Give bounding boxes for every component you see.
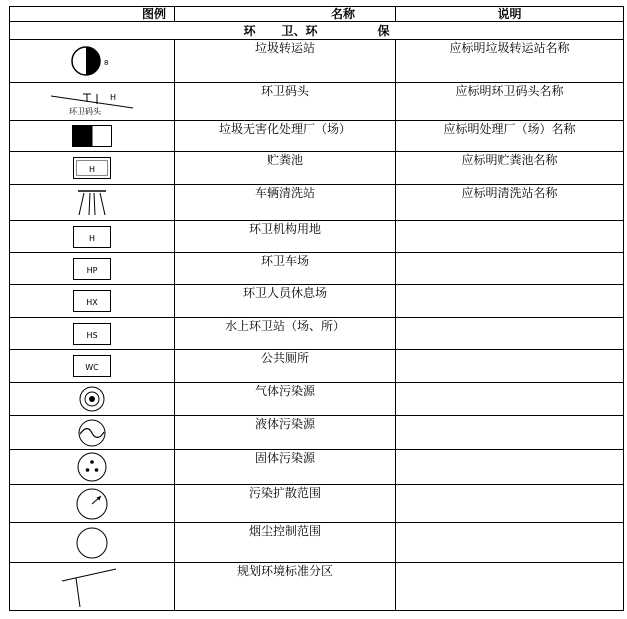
row-name: 水上环卫站（场、所） bbox=[175, 318, 396, 350]
half-filled-rectangle-icon bbox=[70, 123, 114, 149]
box-hx-icon bbox=[70, 288, 114, 314]
symbol-cell bbox=[10, 185, 175, 221]
table-row bbox=[10, 450, 624, 485]
symbol-text: HX bbox=[86, 298, 98, 307]
symbol-cell bbox=[10, 121, 175, 152]
row-name: 环卫码头 bbox=[175, 83, 396, 121]
liquid-pollution-icon bbox=[72, 417, 112, 449]
row-name: 垃圾无害化处理厂（场） bbox=[175, 121, 396, 152]
row-description bbox=[396, 318, 624, 350]
row-name: 环卫车场 bbox=[175, 253, 396, 285]
symbol-text: HS bbox=[86, 330, 98, 340]
environment-zone-icon bbox=[52, 565, 132, 609]
septic-tank-icon bbox=[70, 154, 114, 182]
symbol-cell bbox=[10, 485, 175, 523]
table-row bbox=[10, 253, 624, 285]
header-legend: 图例 bbox=[10, 7, 175, 22]
symbol-cell bbox=[10, 40, 175, 83]
row-name: 车辆清洗站 bbox=[175, 185, 396, 221]
table-row bbox=[10, 285, 624, 318]
symbol-cell bbox=[10, 152, 175, 185]
symbol-cell bbox=[10, 318, 175, 350]
sanitation-dock-icon bbox=[47, 86, 137, 118]
row-description bbox=[396, 285, 624, 318]
row-name: 规划环境标准分区 bbox=[175, 563, 396, 611]
header-description: 说明 bbox=[396, 7, 624, 22]
symbol-cell bbox=[10, 221, 175, 253]
symbol-text: 8 bbox=[104, 59, 109, 67]
row-name: 液体污染源 bbox=[175, 416, 396, 450]
row-description bbox=[396, 350, 624, 383]
row-description bbox=[396, 563, 624, 611]
box-hs-icon bbox=[70, 321, 114, 347]
section-part1: 环 bbox=[243, 23, 256, 38]
table-row bbox=[10, 121, 624, 152]
symbol-text: HP bbox=[86, 265, 98, 275]
header-row bbox=[10, 7, 624, 22]
symbol-cell bbox=[10, 416, 175, 450]
symbol-cell bbox=[10, 563, 175, 611]
row-description bbox=[396, 221, 624, 253]
section-part3: 保 bbox=[377, 23, 390, 38]
symbol-text: WC bbox=[85, 363, 99, 372]
table-row bbox=[10, 416, 624, 450]
symbol-cell bbox=[10, 83, 175, 121]
row-name: 烟尘控制范围 bbox=[175, 523, 396, 563]
row-description bbox=[396, 383, 624, 416]
row-name: 污染扩散范围 bbox=[175, 485, 396, 523]
row-description: 应标明处理厂（场）名称 bbox=[396, 121, 624, 152]
symbol-cell bbox=[10, 450, 175, 485]
symbol-cell bbox=[10, 253, 175, 285]
box-wc-icon bbox=[70, 353, 114, 379]
legend-table bbox=[9, 6, 624, 611]
row-description bbox=[396, 416, 624, 450]
half-filled-circle-icon bbox=[62, 42, 122, 80]
box-hp-icon bbox=[70, 256, 114, 282]
symbol-text: H bbox=[88, 233, 96, 243]
box-h-icon bbox=[70, 224, 114, 250]
table-row bbox=[10, 523, 624, 563]
row-name: 环卫机构用地 bbox=[175, 221, 396, 253]
solid-pollution-icon bbox=[72, 451, 112, 483]
row-description bbox=[396, 523, 624, 563]
symbol-text: H bbox=[110, 92, 117, 102]
row-description bbox=[396, 253, 624, 285]
symbol-cell bbox=[10, 383, 175, 416]
table-row bbox=[10, 40, 624, 83]
table-row bbox=[10, 485, 624, 523]
symbol-cell bbox=[10, 285, 175, 318]
row-name: 垃圾转运站 bbox=[175, 40, 396, 83]
symbol-text: H bbox=[89, 165, 96, 174]
symbol-cell bbox=[10, 350, 175, 383]
row-name: 固体污染源 bbox=[175, 450, 396, 485]
row-description: 应标明贮粪池名称 bbox=[396, 152, 624, 185]
symbol-caption: 环卫码头 bbox=[69, 106, 101, 116]
table-row bbox=[10, 318, 624, 350]
pollution-spread-icon bbox=[72, 486, 112, 522]
row-name: 贮粪池 bbox=[175, 152, 396, 185]
table-row bbox=[10, 152, 624, 185]
vehicle-wash-icon bbox=[70, 187, 114, 219]
row-description: 应标明垃圾转运站名称 bbox=[396, 40, 624, 83]
section-row bbox=[10, 22, 624, 40]
section-part2: 卫、环 bbox=[281, 23, 318, 38]
table-row bbox=[10, 563, 624, 611]
row-description: 应标明环卫码头名称 bbox=[396, 83, 624, 121]
header-name: 名称 bbox=[175, 7, 396, 22]
row-name: 公共厕所 bbox=[175, 350, 396, 383]
table-row bbox=[10, 383, 624, 416]
row-name: 环卫人员休息场 bbox=[175, 285, 396, 318]
dust-control-icon bbox=[72, 525, 112, 561]
row-description bbox=[396, 450, 624, 485]
table-row bbox=[10, 221, 624, 253]
row-description: 应标明清洗站名称 bbox=[396, 185, 624, 221]
symbol-cell bbox=[10, 523, 175, 563]
section-title bbox=[10, 22, 624, 40]
row-description bbox=[396, 485, 624, 523]
table-row bbox=[10, 350, 624, 383]
table-row bbox=[10, 185, 624, 221]
gas-pollution-icon bbox=[72, 384, 112, 414]
row-name: 气体污染源 bbox=[175, 383, 396, 416]
table-row bbox=[10, 83, 624, 121]
